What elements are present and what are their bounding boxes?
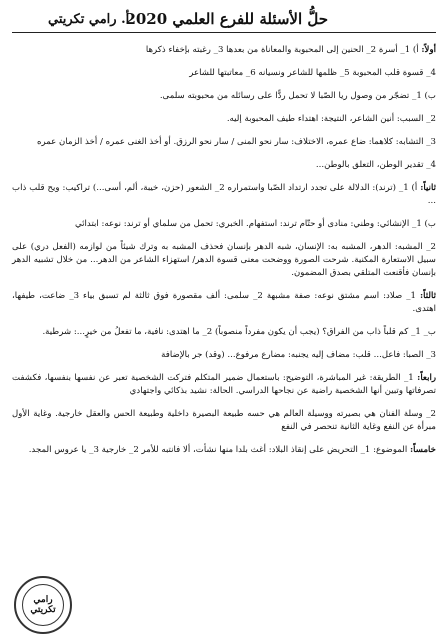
answer-text: 2_ المشبه: الدهر، المشبه به: الإنسان، شبه الدهر بإنسان فحذف المشبه به وترك شيئاً من لوازمه (الفعل دري) على سبيل الاستعارة المكنية. شرحت الصورة ووضحت معنى قسوة الدهر/ استهزاء الشاعر من الدهر... من خلال تشبيه الدهر بإنسان فأقنعت المتلقي بصدق المضمون.: [12, 242, 436, 278]
section-lead: ثانياً:: [420, 183, 436, 193]
teacher-seal: [14, 576, 72, 634]
answer-text: 4_ تقدير الوطن، التعلق بالوطن...: [315, 160, 436, 170]
answer-paragraph: [12, 372, 436, 398]
answer-paragraph: [12, 326, 436, 339]
answer-paragraph: [12, 90, 436, 103]
answer-paragraph: [12, 241, 436, 280]
section-lead: خامساً:: [410, 445, 436, 455]
answer-paragraph: [12, 408, 436, 434]
answer-text: الموضوع: 1_ التحريض على إنقاذ البلاد: أغث بلدا منها نشأت، ألا فانتبه للأمر 2_ خارجية 3_ يا عروس المجد.: [28, 445, 410, 455]
answer-text: 2_ السبب: أنين الشاعر، النتيجة: اهتداء طيف المحبوبة إليه.: [226, 114, 436, 124]
answers-body: [12, 44, 436, 467]
section-lead: ثالثاً:: [419, 291, 436, 301]
answer-paragraph: [12, 182, 436, 208]
answer-paragraph: [12, 113, 436, 126]
header-divider: [12, 32, 436, 33]
answer-paragraph: [12, 136, 436, 149]
answer-text: أ) 1_ (ترند): الدلالة على تجدد ارتداد الصّبا واستمراره 2_ الشعور (حزن، خيبة، ألم، أسى...) تراكيب: ويح قلب ذاب ...: [12, 183, 436, 206]
page-title: حلُّ الأسئلة للفرع العلمي 2020: [125, 10, 328, 28]
answer-text: 1_ صلاد: اسم مشتق نوعه: صفة مشبهة 2_ سلمى: ألف مقصورة فوق ثالثة لم تسبق بياء 3_ ضاعت، طيفها، اهتدى.: [12, 291, 436, 314]
answer-paragraph: [12, 290, 436, 316]
answer-paragraph: [12, 444, 436, 457]
answer-paragraph: [12, 159, 436, 172]
teacher-name: أ. رامي تكريتي: [48, 12, 130, 27]
answer-paragraph: [12, 44, 436, 57]
answer-text: 3_ الصبا: فاعل... قلب: مضاف إليه يجنبه: مضارع مرفوع... (وقد) جر بالإضافة: [161, 350, 436, 360]
answer-paragraph: [12, 67, 436, 80]
section-lead: رابعاً:: [417, 373, 437, 383]
seal-text: رامي تكريتي: [22, 584, 64, 626]
section-lead: أولاً:: [421, 45, 436, 55]
page-header: [10, 8, 438, 34]
answer-text: ب) 1_ الإنشائي: وطني: منادى أو حتّام ترند: استفهام. الخبري: تحمل من سلماي أو ترند: نوعه: ابتدائي: [74, 219, 436, 229]
answer-text: ب_ 1_ كم قلباً ذاب من الفراق؟ (يجب أن يكون مفرداً منصوباً) 2_ ما اهتدى: نافية، ما تفعلُ من خيرٍ...: شرطية.: [42, 327, 436, 337]
answer-text: 4_ قسوة قلب المحبوبة 5_ ظلمها للشاعر ونسيانه 6_ معاتبتها للشاعر: [189, 68, 436, 78]
answer-text: 1_ الطريقة: غير المباشرة، التوضيح: باستعمال ضمير المتكلم فتركت الشخصية تعبر عن نفسها بنفسها، فكشفت تصرفاتها وتبين أنها الشخصية راضية عن نجاحها الدراسي. الحالة: نشيد بذكائي واجتهادي: [12, 373, 436, 396]
answer-text: 3_ التشابه: كلاهما: ضاع عمره، الاختلاف: سار نحو المنى / سار نحو الرزق. أو أخذ الغنى عمره / أخذ الزمان عمره: [36, 137, 436, 147]
answer-text: ب) 1_ تضجّر من وصول ريا الصّبا لا تحمل ردًّا على رسائله من محبوبته سلمى.: [159, 91, 436, 101]
answer-text: أ) 1_ أسرة 2_ الحنين إلى المحبوبة والمعاناة من بعدها 3_ رغبته بإخفاء ذكرها: [145, 45, 422, 55]
answer-paragraph: [12, 218, 436, 231]
answer-text: 2_ وسلة الفنان هي بصيرته ووسيلة العالم هي حسه طبيعة البصيرة داخلية وطبيعة الحس والعقل خارجية. وغاية الأول مبرأة عن النفع وغاية الثانية تنحصر في النفع: [12, 409, 436, 432]
answer-paragraph: [12, 349, 436, 362]
